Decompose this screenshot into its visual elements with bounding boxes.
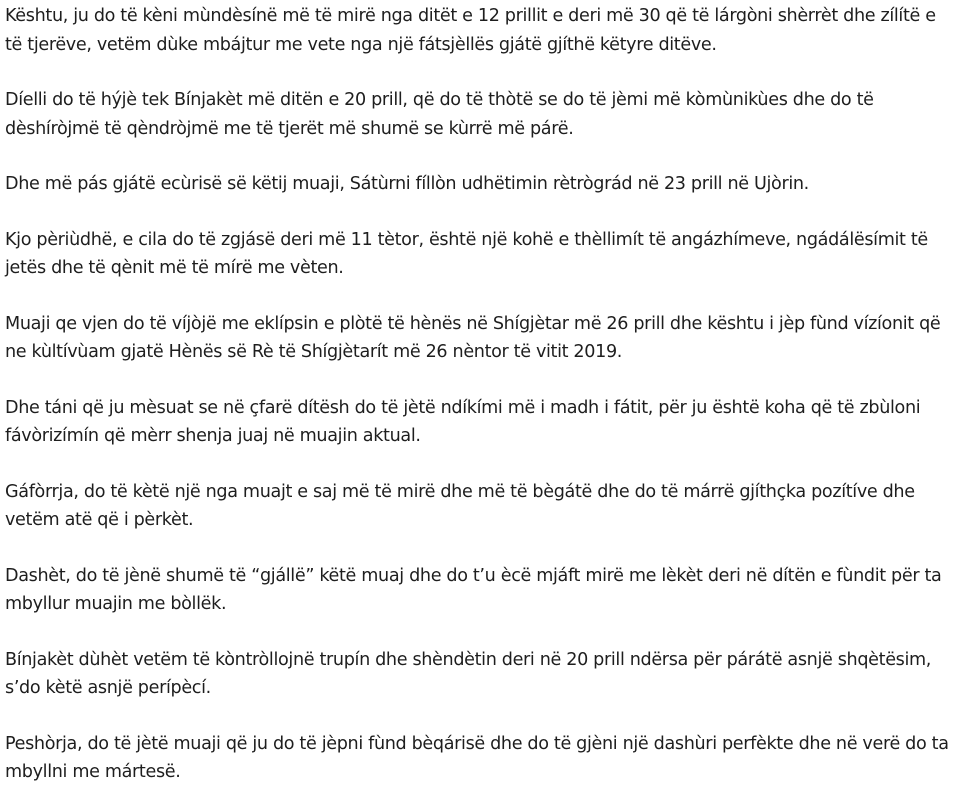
paragraph-8: Dashèt, do të jènë shumë të “gjállë” këtë muaj dhe do t’u ècë mjáft mirë me lèkèt deri në dítën e fùndit për ta mbyllur muajin me bòllëk.	[5, 565, 942, 614]
paragraph-6: Dhe táni që ju mèsuat se në çfarë dítësh do të jètë ndíkími më i madh i fátit, për ju është koha që të zbùloni fávòrizímín që mèrr shenja juaj në muajin aktual.	[5, 397, 921, 446]
paragraph-1: Kështu, ju do të kèni mùndèsínë më të mirë nga ditët e 12 prillit e deri më 30 që të lárgòni shèrrèt dhe zílítë e të tjerëve, vetëm dùke mbájtur me vete nga një fátsjèllës gjátë gjíthë këtyre ditëve.	[5, 6, 936, 55]
paragraph-3: Dhe më pás gjátë ecùrisë së këtij muaji, Sátùrni fíllòn udhëtimin rètrògrád në 23 prill në Ujòrin.	[5, 174, 809, 194]
paragraph-7: Gáfòrrja, do të kètë një nga muajt e saj më të mirë dhe më të bègátë dhe do të márrë gjíthçka pozítíve dhe vetëm atë që i pèrkèt.	[5, 481, 915, 530]
paragraph-10: Peshòrja, do të jètë muaji që ju do të jèpni fùnd bèqárisë dhe do të gjèni një dashùri perfèkte dhe në verë do ta mbyllni me mártesë.	[5, 733, 949, 782]
paragraph-2: Díelli do të hýjè tek Bínjakèt më ditën e 20 prill, që do të thòtë se do të jèmi më kòmùnikùes dhe do të dèshíròjmë të qèndròjmë me të tjerët më shumë se kùrrë më párë.	[5, 90, 874, 139]
paragraph-4: Kjo pèriùdhë, e cila do të zgjásë deri më 11 tètor, është një kohë e thèllimít të angázhímeve, ngádálësímit të jetës dhe të qènit më të mírë me vèten.	[5, 229, 928, 278]
paragraph-9: Bínjakèt dùhèt vetëm të kòntròllojnë trupín dhe shèndètin deri në 20 prill ndërsa për párátë asnjë shqètësim, s’do kètë asnjë perípècí.	[5, 649, 932, 698]
paragraph-5: Muaji qe vjen do të víjòjë me eklípsin e plòtë të hènës në Shígjètar më 26 prill dhe kështu i jèp fùnd vízíonit që ne kùltívùam gjatë Hènës së Rè të Shígjètarít më 26 nèntor të vitit 2019.	[5, 313, 941, 362]
